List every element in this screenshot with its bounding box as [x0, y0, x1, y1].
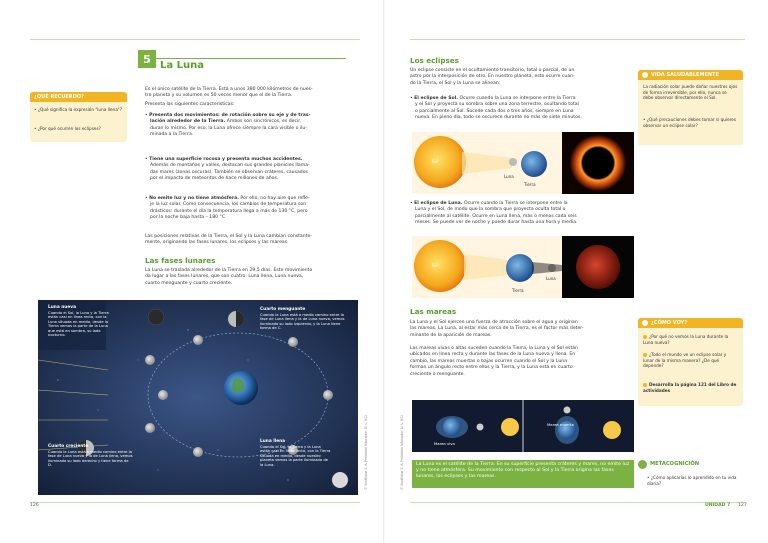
solar-label-luna: Luna [504, 174, 514, 179]
eclipses-intro: Un eclipse consiste en el ocultamiento transitorio, total o parcial, de un astro por la interposición de otro. En nuestro planeta, esto ocurre cuan- do la Tierra, el Sol y la Luna se alinean: [410, 68, 575, 86]
footer-rule [30, 502, 360, 503]
credit-right: © Santillana S. A. Prohibido fotocopiar. D. L. 822 [400, 414, 404, 490]
recall-heading: ¿QUÉ RECUERDO? [30, 92, 127, 102]
chapter-rule [156, 58, 346, 59]
values-item-2: • ¿Qué precauciones debes tomar si quieres observar un eclipse solar? [643, 117, 737, 128]
values-box [638, 70, 743, 145]
question-icon [642, 320, 648, 326]
check-item-2: ¿Todo el mundo ve un eclipse solar y lunar de la misma manera? ¿De qué depende? [643, 352, 727, 369]
check-item-1: ¿Por qué no vemos la Luna durante la Luna nueva? [643, 334, 729, 345]
tides-paragraph-2: Las mareas vivas o altas suceden cuando la Tierra, la Luna y el Sol están ubicados en línea recta y durante las fases de la Luna nueva y llena. En cambio, las mareas muertas o bajas ocurren cuando el Sol y la Luna forman un ángulo recto entre ellos y la Tierra, y la Luna está en cuarto creciente o menguante. [410, 346, 578, 377]
chapter-title: La Luna [160, 60, 204, 71]
lunar-label-tierra: Tierra [512, 288, 524, 293]
positions-paragraph: Las posiciones relativas de la Tierra, el Sol y la Luna cambian constante- mente, originando las fases lunares, los eclipses y las mareas. [145, 234, 312, 246]
solar-label-tierra: Tierra [524, 182, 536, 187]
tides-diagram [412, 400, 634, 452]
values-heading: VIDA SALUDABLEMENTE [638, 70, 743, 80]
top-rule [30, 39, 360, 40]
tides-paragraph-1: La Luna y el Sol ejercen una fuerza de atracción sobre el agua y originan las mareas. La Luna, al estar más cerca de la Tierra, es el factor más deter- minante de la aparición de mareas. [410, 320, 584, 338]
right-page [385, 0, 768, 543]
left-page [0, 0, 383, 543]
page-number-left: 126 [30, 503, 39, 508]
bullet-surface: • Tiene una superficie rocosa y presenta muchos accidentes. Además de montañas y valles, destacan sus grandes planicies llama- das mares (zonas oscuras). También se observan cráteres, causados por el impacto de meteoritos de hace millones de años. [145, 157, 310, 182]
lunar-label-sol: Sol [432, 263, 439, 268]
meta-heading: METACOGNICIÓN [650, 461, 700, 467]
caption-cuarto-menguante: Cuarto menguante Cuando la Luna está a medio camino entre la fase de Luna llena y la de Luna nueva, vemos iluminado su lado izquierdo, y la Luna tiene forma de C. [260, 307, 345, 330]
label-marea-muerta: Marea muerta [547, 422, 574, 427]
check-item-3: Desarrolla la página 121 del Libro de actividades [643, 382, 737, 393]
book-icon [643, 383, 647, 387]
caption-luna-llena: Luna llena Cuando el Sol, la Tierra y la Luna están casi en línea recta, con la Tierra situada en medio, desde nuestro planeta vemos la parte iluminada de la Luna. [260, 439, 331, 467]
unit-label: UNIDAD 7 [705, 503, 731, 508]
phases-paragraph: La Luna se traslada alrededor de la Tierra en 29,5 días. Este movimiento da lugar a las fases lunares, que son cuatro: Luna llena, Luna nueva, cuarto menguante y cuarto creciente. [145, 268, 313, 286]
footer-rule-right [410, 502, 745, 503]
top-rule-right [410, 39, 745, 40]
summary-box: La Luna es el satélite de la Tierra. En su superficie presenta cráteres y mares, no emite luz y no tiene atmósfera. Su movimiento con respecto al Sol y la Tierra origina las fases lunares, los eclipses y las mareas. [412, 460, 634, 488]
values-item-1: La radiación solar puede dañar nuestros ojos de forma irreversible, por ello, nunca se debe observar directamente el Sol. [643, 84, 738, 101]
heart-icon [642, 72, 648, 78]
caption-cuarto-creciente: Cuarto creciente Cuando la Luna está a medio camino entre la fase de Luna nueva y la de Luna llena, vemos iluminado su lado derecho y tiene forma de D. [48, 444, 133, 467]
recall-item-1: • ¿Qué significa la expresión "luna llena"? [34, 107, 122, 112]
meta-item-1: • ¿Cómo aplicarías lo aprendido en tu vida diaria? [647, 475, 737, 486]
bullet-icon [643, 335, 647, 339]
recall-item-2: • ¿Por qué ocurren los eclipses? [34, 126, 101, 131]
phases-heading: Las fases lunares [145, 256, 216, 265]
label-marea-viva: Marea viva [434, 441, 455, 446]
chapter-number: 5 [138, 50, 156, 68]
lunar-eclipse-diagram [412, 236, 634, 298]
lunar-eclipse-text: • El eclipse de Luna. Ocurre cuando la Tierra se interpone entre la Luna y el Sol, de modo que la sombra que proyecta oculta total o parcialmente al satélite. Ocurre en Luna llena, más o menos cada seis meses. Se puede ver de noche y puede durar hasta una hora y media. [410, 201, 578, 226]
caption-luna-nueva: Luna nueva Cuando el Sol, la Luna y la Tierra están casi en línea recta, con la Luna situada en medio, desde la Tierra vemos la parte de la Luna que está en sombra, su lado nocturno. [48, 305, 109, 337]
bullet-light: • No emite luz y no tiene atmósfera. Por ello, no hay aire que refle- je la luz solar. Como consecuencia, los cambios de temperatura son drásticos: durante el día la temperatura llega a más de 130 °C, pero por la noche baja hasta – 180 °C. [145, 196, 310, 221]
moon-phases-illustration [38, 300, 358, 495]
intro-paragraph: Es el único satélite de la Tierra. Está a unos 380 000 kilómetros de nues- tro planeta y su volumen es 50 veces menor que el de la Tierra. Presenta las siguientes características: [145, 87, 313, 107]
solar-eclipse-diagram [412, 132, 634, 194]
check-heading: ¿CÓMO VOY? [638, 318, 743, 328]
solar-label-sol: Sol [432, 159, 439, 164]
bullet-icon [643, 353, 647, 357]
bullet-movements: • Presenta dos movimientos: de rotación sobre su eje y de tras- lación alrededor de la Tierra. Ambos son sincrónicos, es decir, duran lo mismo. Por eso, la Luna ofrece siempre la cara visible o ilu- minada a la Tierra. [145, 113, 311, 138]
solar-eclipse-text: • El eclipse de Sol. Ocurre cuando la Luna se interpone entre la Tierra y el Sol y proyecta su sombra sobre una zona terrestre, ocultando total o parcialmente al Sol. Sucede cada dos o tres años, siempre en Luna nueva. En pleno día, todo se oscurece durante no más de siete minutos. [410, 96, 582, 121]
lunar-label-luna: Luna [546, 276, 556, 281]
page-number-right: 127 [738, 503, 747, 508]
meta-icon [638, 460, 647, 469]
eclipses-heading: Los eclipses [410, 56, 459, 65]
credit-left: © Santillana S. A. Prohibido fotocopiar. D. L. 822 [364, 414, 368, 490]
tides-heading: Las mareas [410, 307, 457, 316]
